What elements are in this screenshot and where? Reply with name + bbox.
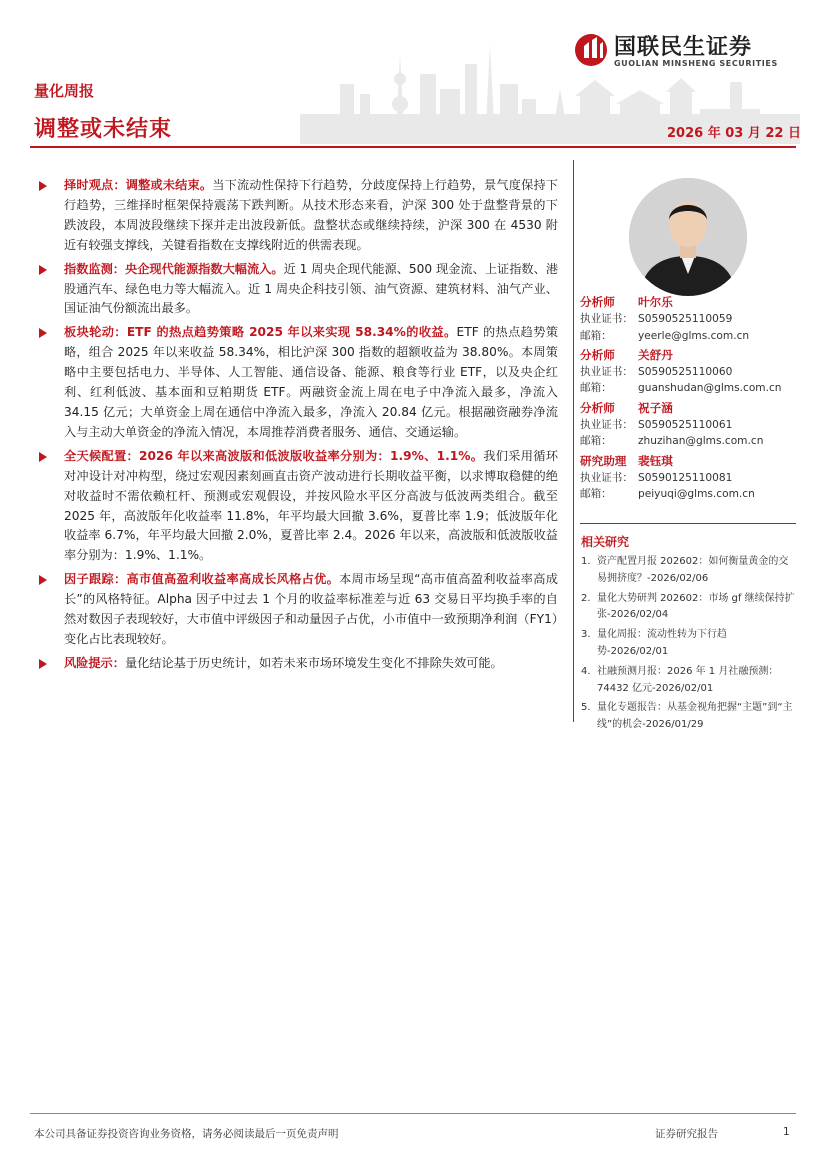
analyst-card bbox=[580, 400, 800, 450]
bullet-body: 当下流动性保持下行趋势，分歧度保持上行趋势，景气度保持下行趋势，三维择时框架保持震荡下跌判断。从技术形态来看，沪深 300 处于盘整背景的下跌波段，本周波段继续下探并走出波段新低。盘整状态或继续持续，沪深 300 在 4530 附近有较强支撑线，关键看指数在支撑线附近的供需表现。 bbox=[64, 178, 558, 252]
analyst-card bbox=[580, 294, 800, 344]
related-item-text: 社融预测月报：2026 年 1 月社融预测：74432 亿元-2026/02/01 bbox=[597, 665, 779, 694]
company-name-en: GUOLIAN MINSHENG SECURITIES bbox=[614, 59, 778, 68]
logo-mark-icon bbox=[574, 30, 610, 70]
related-item-number: 4. bbox=[581, 665, 591, 677]
email-label: 邮箱： bbox=[580, 435, 612, 448]
column-divider bbox=[573, 160, 574, 722]
related-item[interactable] bbox=[581, 700, 795, 734]
analyst-email[interactable]: guanshudan@glms.com.cn bbox=[638, 382, 782, 395]
analyst-name: 祝子涵 bbox=[638, 400, 673, 415]
bullet-factor-tracking bbox=[38, 570, 558, 650]
analyst-name: 关舒丹 bbox=[638, 347, 673, 362]
bullet-risk-warning bbox=[38, 654, 558, 674]
analyst-role: 分析师 bbox=[580, 295, 615, 309]
related-item[interactable] bbox=[581, 554, 795, 588]
related-item-text: 量化大势研判 202602：市场 gf 继续保持扩张-2026/02/04 bbox=[597, 592, 795, 621]
bullet-heading: 风险提示： bbox=[64, 655, 125, 670]
bullet-all-weather bbox=[38, 447, 558, 566]
analyst-card bbox=[580, 347, 800, 397]
report-date: 2026 年 03 月 22 日 bbox=[667, 126, 801, 141]
report-type: 量化周报 bbox=[34, 82, 95, 100]
related-item-number: 2. bbox=[581, 592, 591, 604]
company-name-cn: 国联民生证券 bbox=[614, 35, 753, 60]
header-divider bbox=[30, 146, 796, 148]
footer-category: 证券研究报告 bbox=[655, 1128, 718, 1140]
analyst-photo bbox=[629, 178, 747, 296]
bullet-body: 我们采用循环对冲设计对冲构型，绕过宏观因素刻画直击资产波动进行长期收益平衡，以求博取稳健的绝对收益时不需依赖杠杆、预测或宏观假设，并按风险水平区分高波与低波两类组合。截至 2025 年，高波版年化收益率 11.8%，年平均最大回撤 3.6%，夏普比率 1.9；低波版年化收益率 6.7%，年平均最大回撤 2.0%，夏普比率 2.4。2026 年以来，高波版和低波版收益率分别为：1.9%、1.1%。 bbox=[64, 448, 559, 563]
footer-disclaimer: 本公司具备证券投资咨询业务资格，请务必阅读最后一页免责声明 bbox=[34, 1128, 339, 1140]
analyst-card bbox=[580, 453, 800, 503]
bullet-index-monitor bbox=[38, 260, 558, 320]
related-item-text: 量化周报：流动性转为下行趋势-2026/02/01 bbox=[597, 629, 727, 657]
analyst-cert: S0590525110060 bbox=[638, 366, 733, 379]
related-divider bbox=[580, 523, 796, 524]
analyst-cert: S0590525110059 bbox=[638, 313, 733, 326]
cert-label: 执业证书： bbox=[580, 471, 633, 484]
page-number: 1 bbox=[783, 1126, 790, 1138]
analyst-name: 叶尔乐 bbox=[638, 295, 673, 309]
email-label: 邮箱： bbox=[580, 329, 612, 342]
related-item[interactable] bbox=[581, 627, 795, 661]
bullet-heading: 指数监测：央企现代能源指数大幅流入。 bbox=[64, 261, 284, 276]
report-title: 调整或未结束 bbox=[34, 117, 173, 142]
bullet-body: 本周市场呈现“高市值高盈利收益率高成长”的风格特征。Alpha 因子中过去 1 个月的收益率标准差与近 63 交易日平均换手率的自然对数因子表现较好，大市值中评级因子和动量因子占优，小市值中一致预期净利润（FY1）变化占比表现较好。 bbox=[64, 572, 558, 646]
related-item-number: 3. bbox=[581, 629, 591, 641]
analyst-cert: S0590125110081 bbox=[638, 471, 733, 484]
footer-divider bbox=[30, 1113, 796, 1114]
related-item-text: 资产配置月报 202602：如何衡量黄金的交易拥挤度？-2026/02/06 bbox=[597, 556, 789, 584]
bullet-heading: 择时观点：调整或未结束。 bbox=[64, 178, 213, 192]
analyst-name: 裴钰琪 bbox=[638, 453, 673, 468]
bullet-sector-rotation bbox=[38, 323, 558, 442]
bullet-body: 量化结论基于历史统计，如若未来市场环境发生变化不排除失效可能。 bbox=[124, 655, 503, 670]
bullet-arrow-icon bbox=[39, 452, 47, 462]
summary-section bbox=[38, 176, 558, 678]
analyst-role: 研究助理 bbox=[580, 453, 627, 468]
company-logo bbox=[574, 30, 799, 72]
analyst-email[interactable]: zhuzihan@glms.com.cn bbox=[638, 435, 764, 448]
cert-label: 执业证书： bbox=[580, 313, 633, 326]
bullet-timing bbox=[38, 176, 558, 256]
email-label: 邮箱： bbox=[580, 488, 612, 501]
bullet-heading: 因子跟踪：高市值高盈利收益率高成长风格占优。 bbox=[64, 572, 340, 587]
bullet-arrow-icon bbox=[39, 181, 47, 191]
analyst-email[interactable]: yeerle@glms.com.cn bbox=[638, 329, 750, 342]
bullet-heading: 全天候配置：2026 年以来高波版和低波版收益率分别为：1.9%、1.1%。 bbox=[64, 448, 484, 463]
related-research-list bbox=[581, 554, 795, 737]
related-item[interactable] bbox=[581, 664, 795, 698]
bullet-body: ETF 的热点趋势策略，组合 2025 年以来收益 58.34%，相比沪深 300 指数的超额收益为 38.80%。本周策略中主要包括电力、半导体、人工智能、通信设备、能源、粮食等行业 ETF，以及央企红利、红利低波、基本面和豆粕期货 ETF。两融资金流上周在电子中净流入最多，净流入 34.15 亿元；大单资金上周在通信中净流入最多，净流入 20.84 亿元。根据融资融券净流入与主动大单资金的净流入情况，本周推荐消费者服务、通信、交通运输。 bbox=[64, 325, 559, 439]
bullet-body: 近 1 周央企现代能源、500 现金流、上证指数、港股通汽车、绿色电力等大幅流入。近 1 周央企科技引领、油气资源、建筑材料、油气产业、国证油气份额流出最多。 bbox=[64, 261, 559, 316]
bullet-arrow-icon bbox=[39, 265, 47, 275]
bullet-arrow-icon bbox=[39, 328, 47, 338]
analyst-role: 分析师 bbox=[580, 347, 615, 362]
related-item-number: 5. bbox=[581, 702, 591, 714]
bullet-arrow-icon bbox=[39, 575, 47, 585]
analyst-portrait-icon bbox=[629, 178, 747, 296]
related-item[interactable] bbox=[581, 591, 795, 625]
cert-label: 执业证书： bbox=[580, 419, 633, 432]
cert-label: 执业证书： bbox=[580, 366, 633, 379]
analyst-cert: S0590525110061 bbox=[638, 419, 733, 432]
email-label: 邮箱： bbox=[580, 382, 612, 395]
bullet-heading: 板块轮动：ETF 的热点趋势策略 2025 年以来实现 58.34%的收益。 bbox=[64, 325, 457, 340]
analyst-role: 分析师 bbox=[580, 400, 615, 415]
related-research-title: 相关研究 bbox=[581, 535, 630, 549]
related-item-text: 量化专题报告：从基金视角把握“主题”到“主线”的机会-2026/01/29 bbox=[597, 702, 793, 731]
related-item-number: 1. bbox=[581, 556, 591, 567]
analyst-list bbox=[580, 294, 800, 506]
bullet-arrow-icon bbox=[39, 659, 47, 669]
analyst-email[interactable]: peiyuqi@glms.com.cn bbox=[638, 488, 755, 501]
